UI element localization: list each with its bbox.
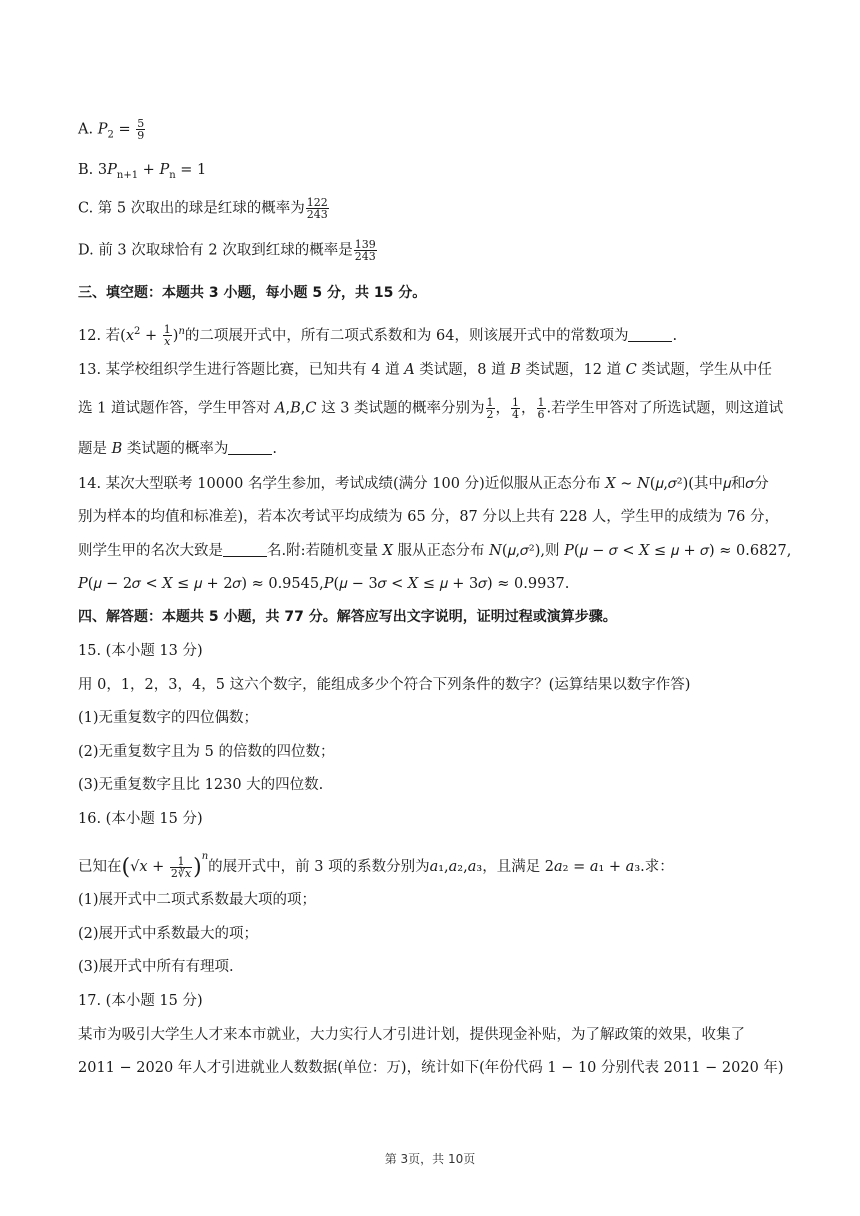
q13-end: . — [272, 441, 277, 457]
q12-close: ) — [172, 327, 179, 344]
q16-stem-pre: 已知在 — [78, 859, 122, 875]
q15-part-2: (2)无重复数字且为 5 的倍数的四位数； — [78, 744, 335, 760]
right-paren-icon: ) — [193, 855, 202, 880]
page-footer: 第 3页，共 10页 — [384, 1152, 476, 1166]
option-b — [78, 160, 790, 186]
q13-line2-pre: 选 1 道试题作答，学生甲答对 𝐴,𝐵,𝐶 这 3 类试题的概率分别为 — [78, 400, 485, 417]
q13-fraction-3 — [537, 397, 546, 420]
option-b-var1: P — [107, 162, 117, 178]
q14-line-4: 𝑃(𝜇 − 2𝜎 < 𝑋 ≤ 𝜇 + 2𝜎) ≈ 0.9545,𝑃(𝜇 − 3𝜎 < 𝑋 ≤ 𝜇 + 3𝜎) ≈ 0.9937. — [78, 576, 570, 592]
q16-header: 16. (本小题 15 分) — [78, 811, 203, 827]
fraction-numerator: 1 — [537, 396, 545, 409]
q12-sup2: 2 — [134, 326, 141, 337]
option-b-sub2: n — [169, 169, 176, 181]
option-b-plus: + — [138, 162, 160, 178]
q15-part-3: (3)无重复数字且比 1230 大的四位数. — [78, 777, 324, 793]
q13-line-1: 13. 某学校组织学生进行答题比赛，已知共有 4 道 𝐴 类试题，8 道 𝐵 类试题，12 道 𝐶 类试题，学生从中任 — [78, 362, 772, 378]
option-a-sub: 2 — [107, 129, 114, 141]
answer-blank — [223, 542, 267, 557]
q16-part-3: (3)展开式中所有有理项. — [78, 959, 234, 975]
q12-x: x — [125, 327, 135, 344]
q14-line3-pre: 则学生甲的名次大致是 — [78, 543, 223, 559]
q13-sep1: ， — [495, 400, 511, 417]
option-a-fraction — [136, 118, 145, 141]
left-paren-icon: ( — [121, 855, 131, 880]
q13-line3-text: 题是 𝐵 类试题的概率为 — [78, 441, 229, 457]
q15-header: 15. (本小题 13 分) — [78, 643, 203, 659]
q17-header: 17. (本小题 15 分) — [78, 993, 203, 1009]
q12-pre: 12. 若( — [78, 327, 126, 344]
fraction-denominator: 2∛𝑥 — [170, 866, 192, 880]
fraction-denominator: x — [164, 335, 171, 349]
q15-stem: 用 0，1，2，3，4，5 这六个数字，能组成多少个符合下列条件的数字？(运算结果以数字作答) — [78, 677, 691, 693]
q16-stem — [78, 847, 790, 879]
q16-part-2: (2)展开式中系数最大的项； — [78, 926, 259, 942]
option-d — [78, 239, 790, 262]
q16-stem-post: 的展开式中，前 3 项的系数分别为𝑎₁,𝑎₂,𝑎₃，且满足 2𝑎₂ = 𝑎₁ + 𝑎₃.求： — [208, 859, 674, 875]
option-b-sub1: n+1 — [116, 169, 139, 181]
q13-fraction-1 — [486, 397, 495, 420]
q13-line2-post: .若学生甲答对了所选试题，则这道试 — [546, 400, 784, 417]
option-b-rest: = 1 — [175, 162, 207, 178]
q14-line-3 — [78, 541, 790, 561]
q14-line-2: 别为样本的均值和标准差)，若本次考试平均成绩为 65 分，87 分以上共有 228 人，学生甲的成绩为 76 分， — [78, 509, 779, 525]
q13-line-3 — [78, 439, 790, 459]
option-a-label: A. — [78, 121, 94, 138]
option-a-var: P — [97, 121, 108, 138]
fraction-numerator: 1 — [486, 396, 494, 409]
q15-part-1: (1)无重复数字的四位偶数； — [78, 710, 259, 726]
q13-fraction-2 — [511, 397, 520, 420]
option-c-label: C. 第 5 次取出的球是红球的概率为 — [78, 200, 305, 217]
q12-plus: + — [140, 327, 162, 344]
option-d-label: D. 前 3 次取球恰有 2 次取到红球的概率是 — [78, 242, 353, 259]
option-c-fraction — [306, 197, 329, 220]
answer-blank — [228, 440, 272, 455]
q16-supn: n — [201, 851, 209, 862]
fraction-denominator: 243 — [306, 208, 328, 221]
option-a-eq: = — [113, 121, 136, 138]
fraction-denominator: 2 — [486, 408, 494, 421]
q12-post: 的二项展开式中，所有二项式系数和为 64，则该展开式中的常数项为 — [184, 327, 629, 344]
q13-sep2: ， — [521, 400, 536, 417]
fraction-numerator: 1 — [512, 396, 520, 409]
q16-part-1: (1)展开式中二项式系数最大项的项； — [78, 892, 317, 908]
q17-line-2: 2011 − 2020 年人才引进就业人数数据(单位：万)，统计如下(年份代码 1 − 10 分别代表 2011 − 2020 年) — [78, 1060, 784, 1076]
q14-line3-post: 名.附:若随机变量 𝑋 服从正态分布 𝑁(𝜇,𝜎²),则 𝑃(𝜇 − 𝜎 < 𝑋 ≤ 𝜇 + 𝜎) ≈ 0.6827, — [267, 543, 792, 559]
option-c — [78, 197, 790, 220]
fraction-denominator: 243 — [354, 250, 376, 263]
q12-end: . — [672, 327, 678, 344]
section-3-title: 三、填空题：本题共 3 小题，每小题 5 分，共 15 分。 — [78, 285, 427, 301]
fraction-denominator: 6 — [537, 408, 545, 421]
section-4-title: 四、解答题：本题共 5 小题，共 77 分。解答应写出文字说明，证明过程或演算步骤。 — [78, 609, 617, 625]
fraction-numerator: 1 — [163, 323, 171, 337]
q14-line-1: 14. 某次大型联考 10000 名学生参加，考试成绩(满分 100 分)近似服从正态分布 𝑋 ∼ 𝑁(𝜇,𝜎²)(其中𝜇和𝜎分 — [78, 476, 769, 492]
option-b-var2: P — [159, 162, 170, 178]
q12-fraction — [163, 324, 172, 347]
q12-supn: n — [178, 326, 185, 337]
q16-plus: + — [147, 859, 169, 875]
option-a — [78, 118, 790, 145]
q13-line-2 — [78, 397, 790, 420]
question-12 — [78, 322, 790, 347]
q17-line-1: 某市为吸引大学生人才来本市就业，大力实行人才引进计划，提供现金补贴，为了解政策的效果，收集了 — [78, 1027, 745, 1043]
fraction-numerator: 1 — [170, 856, 192, 868]
fraction-numerator: 122 — [306, 196, 328, 209]
q16-sqrt: √𝑥 — [130, 859, 148, 875]
q16-fraction — [170, 856, 192, 879]
fraction-denominator: 4 — [512, 408, 520, 421]
option-d-fraction — [354, 239, 377, 262]
option-b-label: B. 3 — [78, 162, 108, 178]
answer-blank — [628, 327, 672, 342]
fraction-denominator: 9 — [137, 129, 145, 142]
fraction-numerator: 139 — [354, 238, 376, 251]
fraction-numerator: 5 — [137, 117, 145, 130]
